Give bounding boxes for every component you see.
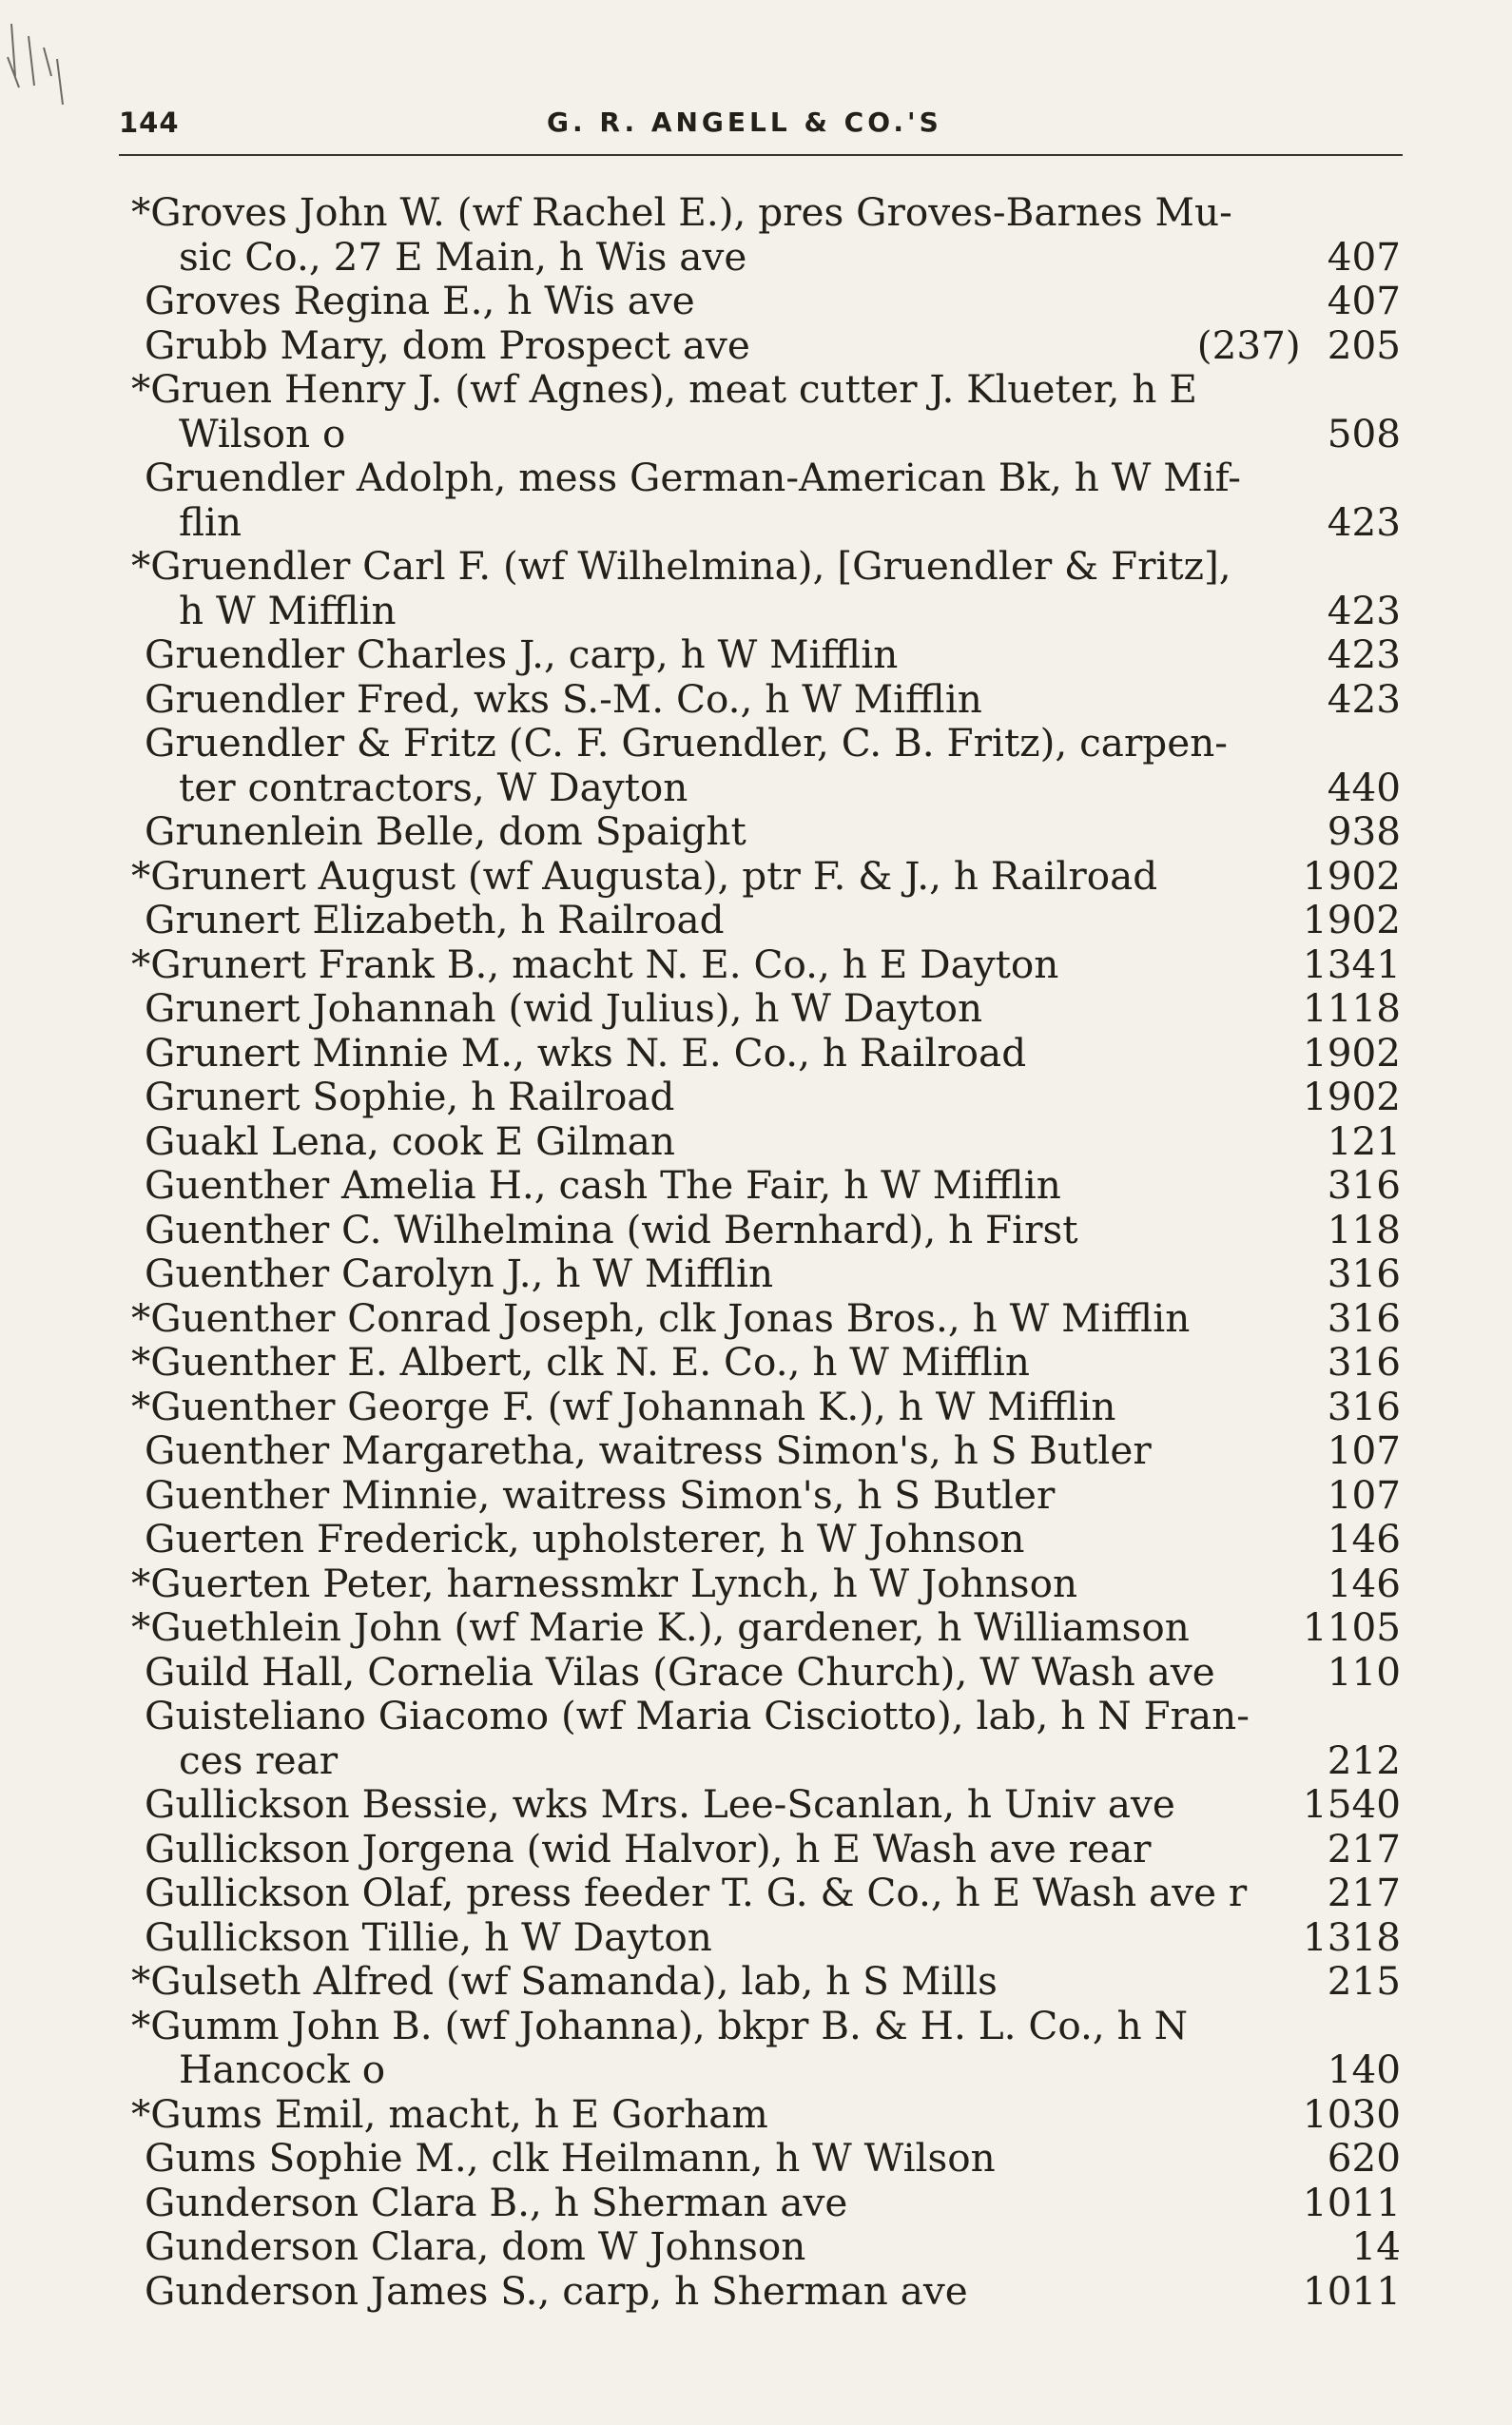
entry-number: [1328, 1119, 1401, 1164]
entry-number: [1328, 235, 1401, 280]
entry-number: [1328, 1517, 1401, 1562]
entry-number: [1328, 1562, 1401, 1606]
entry-address-number: 107: [1327, 1427, 1401, 1473]
directory-line: [131, 1517, 1401, 1562]
entry-text: h W Mifflin: [179, 587, 397, 633]
entry-text: Gruendler Charles J., carp, h W Mifflin: [145, 631, 899, 677]
directory-line: [131, 1473, 1401, 1518]
directory-line: [131, 2092, 1401, 2137]
entry-text: ter contractors, W Dayton: [179, 764, 688, 810]
directory-line: [131, 1251, 1401, 1296]
entry-address-number: 407: [1327, 233, 1401, 280]
entry-address-number: 316: [1327, 1294, 1401, 1341]
entry-number: [1328, 412, 1401, 456]
directory-line: [131, 1782, 1401, 1827]
entry-address-number: 423: [1327, 587, 1401, 633]
entry-address-number: 423: [1327, 675, 1401, 722]
entry-text: Gullickson Olaf, press feeder T. G. & Co., h E Wash ave r: [145, 1870, 1248, 1915]
directory-line: [131, 809, 1401, 854]
entry-text: *Grunert Frank B., macht N. E. Co., h E Dayton: [131, 941, 1059, 987]
entry-number: [1328, 500, 1401, 545]
entry-text: Gullickson Jorgena (wid Halvor), h E Wash ave rear: [145, 1825, 1152, 1872]
entry-number: [1328, 1296, 1401, 1341]
entry-text: Grunert Johannah (wid Julius), h W Dayton: [145, 985, 983, 1031]
page-header: [119, 103, 1403, 150]
entry-text: Gunderson James S., carp, h Sherman ave: [145, 2267, 968, 2314]
entry-number: [1303, 986, 1401, 1031]
entry-text: Guenther Minnie, waitress Simon's, h S Butler: [145, 1471, 1056, 1518]
entry-address-number: 316: [1327, 1162, 1401, 1208]
entry-text: ces rear: [179, 1736, 339, 1783]
directory-line: [131, 1385, 1401, 1429]
entry-address-number: 146: [1327, 1516, 1401, 1562]
entry-text: *Guenther E. Albert, clk N. E. Co., h W Mifflin: [131, 1339, 1030, 1385]
entry-number: [1328, 2136, 1401, 2181]
directory-line: [131, 2269, 1401, 2314]
entry-number: [1328, 1650, 1401, 1695]
entry-number: [1303, 942, 1401, 987]
entry-number: [1303, 1031, 1401, 1076]
directory-line: [131, 2224, 1401, 2269]
entry-address-number: 316: [1327, 1251, 1401, 1296]
entry-number: [1328, 1428, 1401, 1473]
directory-line: [131, 544, 1401, 589]
directory-line: [131, 1163, 1401, 1208]
entry-number: [1328, 1738, 1401, 1783]
entry-text: Guisteliano Giacomo (wf Maria Cisciotto), lab, h N Fran-: [145, 1693, 1250, 1738]
entry-address-number: 508: [1327, 410, 1401, 456]
entry-number: [1303, 1075, 1401, 1119]
directory-line: [131, 942, 1401, 987]
entry-paren-number: (237): [1196, 321, 1301, 368]
entry-number: [1328, 1163, 1401, 1208]
entry-text: Grubb Mary, dom Prospect ave: [145, 321, 750, 368]
directory-line: [131, 766, 1401, 810]
entry-address-number: 1030: [1302, 2090, 1401, 2137]
entry-text: Guenther Margaretha, waitress Simon's, h S Butler: [145, 1427, 1152, 1473]
entry-text: Guenther C. Wilhelmina (wid Bernhard), h First: [145, 1206, 1078, 1252]
entry-address-number: 1011: [1302, 2267, 1401, 2314]
entry-text: Guerten Frederick, upholsterer, h W Johnson: [145, 1516, 1025, 1562]
entry-address-number: 217: [1327, 1870, 1401, 1915]
entry-address-number: 423: [1327, 498, 1401, 545]
entry-text: Hancock o: [179, 2047, 386, 2092]
entry-address-number: 212: [1327, 1736, 1401, 1783]
entry-number: [1303, 898, 1401, 942]
entry-text: Grunert Elizabeth, h Railroad: [145, 897, 725, 942]
entry-number: [1303, 2181, 1401, 2225]
entry-number: [1328, 589, 1401, 633]
entry-text: *Gruendler Carl F. (wf Wilhelmina), [Gruendler & Fritz],: [131, 543, 1231, 589]
directory-line: [131, 1738, 1401, 1783]
entry-number: [1328, 1871, 1401, 1915]
header-rule: [119, 154, 1403, 156]
directory-line: [131, 1208, 1401, 1252]
entry-text: *Guethlein John (wf Marie K.), gardener, h Williamson: [131, 1604, 1190, 1650]
entry-text: Gunderson Clara B., h Sherman ave: [145, 2179, 848, 2225]
margin-pencil-mark: [2, 19, 68, 124]
directory-line: [131, 2181, 1401, 2225]
entry-address-number: 1105: [1302, 1604, 1401, 1650]
directory-line: [131, 1031, 1401, 1076]
entry-number: [1328, 1959, 1401, 2004]
entry-number: [1303, 1915, 1401, 1960]
entry-text: Gullickson Tillie, h W Dayton: [145, 1913, 712, 1960]
entry-text: Gunderson Clara, dom W Johnson: [145, 2223, 806, 2269]
entry-text: sic Co., 27 E Main, h Wis ave: [179, 233, 747, 280]
entry-text: Wilson o: [179, 410, 346, 456]
directory-line: [131, 1959, 1401, 2004]
entry-address-number: 1341: [1302, 941, 1401, 987]
directory-line: [131, 190, 1401, 235]
entry-text: Gruendler Fred, wks S.-M. Co., h W Mifflin: [145, 675, 982, 722]
entry-text: Grunert Minnie M., wks N. E. Co., h Railroad: [145, 1029, 1027, 1076]
entry-address-number: 140: [1327, 2047, 1401, 2092]
entry-address-number: 316: [1327, 1383, 1401, 1429]
entry-address-number: 107: [1327, 1471, 1401, 1518]
directory-line: [131, 589, 1401, 633]
entry-address-number: 620: [1327, 2135, 1401, 2181]
entry-text: Gruendler & Fritz (C. F. Gruendler, C. B. Fritz), carpen-: [145, 720, 1228, 766]
entry-number: [1328, 279, 1401, 323]
entry-number: [1328, 1208, 1401, 1252]
entry-address-number: 1540: [1302, 1781, 1401, 1827]
entry-address-number: 217: [1327, 1825, 1401, 1872]
directory-line: [131, 721, 1401, 766]
entry-number: [1328, 677, 1401, 722]
running-head: G. R. ANGELL & CO.'S: [547, 107, 942, 138]
directory-line: [131, 632, 1401, 677]
directory-line: [131, 367, 1401, 412]
entry-text: Grunenlein Belle, dom Spaight: [145, 808, 746, 854]
entry-text: *Grunert August (wf Augusta), ptr F. & J., h Railroad: [131, 852, 1158, 899]
entry-text: Grunert Sophie, h Railroad: [145, 1074, 675, 1119]
entry-address-number: 1902: [1302, 1074, 1401, 1119]
entry-address-number: 1318: [1302, 1913, 1401, 1960]
entry-text: *Guerten Peter, harnessmkr Lynch, h W Johnson: [131, 1560, 1078, 1606]
entry-text: Gruendler Adolph, mess German-American Bk, h W Mif-: [145, 455, 1241, 500]
directory-line: [131, 323, 1401, 368]
entry-number: [1328, 766, 1401, 810]
entry-text: Guenther Carolyn J., h W Mifflin: [145, 1251, 774, 1296]
entry-number: [1303, 2092, 1401, 2137]
entry-address-number: 1011: [1302, 2179, 1401, 2225]
entry-text: Gums Sophie M., clk Heilmann, h W Wilson: [145, 2135, 996, 2181]
directory-line: [131, 1605, 1401, 1650]
entry-number: [1351, 2224, 1401, 2269]
directory-line: [131, 1075, 1401, 1119]
directory-line: [131, 1296, 1401, 1341]
entry-address-number: 1118: [1302, 985, 1401, 1031]
entry-number: [1328, 1251, 1401, 1296]
entry-text: Guakl Lena, cook E Gilman: [145, 1117, 675, 1164]
entry-number: [1328, 809, 1401, 854]
directory-line: [131, 2136, 1401, 2181]
directory-line: [131, 2004, 1401, 2048]
entry-address-number: 121: [1327, 1117, 1401, 1164]
entry-number: [1303, 1782, 1401, 1827]
directory-line: [131, 2047, 1401, 2092]
entry-number: [1328, 1473, 1401, 1518]
directory-line: [131, 1871, 1401, 1915]
directory-line: [131, 1694, 1401, 1738]
directory-line: [131, 1915, 1401, 1960]
entry-address-number: 215: [1327, 1958, 1401, 2004]
entry-text: *Gulseth Alfred (wf Samanda), lab, h S Mills: [131, 1958, 998, 2004]
entry-number: [1328, 632, 1401, 677]
entry-number: [1328, 1340, 1401, 1385]
entry-text: *Guenther George F. (wf Johannah K.), h W Mifflin: [131, 1383, 1116, 1429]
entry-number: [1197, 323, 1401, 368]
directory-line: [131, 1119, 1401, 1164]
entry-text: *Gumm John B. (wf Johanna), bkpr B. & H. L. Co., h N: [131, 2002, 1189, 2048]
entry-address-number: 205: [1327, 321, 1401, 368]
directory-line: [131, 986, 1401, 1031]
entry-number: [1303, 854, 1401, 899]
entry-number: [1328, 2047, 1401, 2092]
entry-number: [1328, 1827, 1401, 1872]
directory-line: [131, 456, 1401, 500]
directory-line: [131, 279, 1401, 323]
entry-text: *Guenther Conrad Joseph, clk Jonas Bros., h W Mifflin: [131, 1294, 1191, 1341]
entry-address-number: 1902: [1302, 852, 1401, 899]
entry-address-number: 118: [1327, 1206, 1401, 1252]
entry-address-number: 1902: [1302, 897, 1401, 942]
directory-line: [131, 235, 1401, 280]
entry-address-number: 1902: [1302, 1029, 1401, 1076]
directory-line: [131, 1562, 1401, 1606]
entry-address-number: 938: [1327, 808, 1401, 854]
directory-line: [131, 898, 1401, 942]
directory-line: [131, 1650, 1401, 1695]
directory-line: [131, 854, 1401, 899]
entry-number: [1303, 2269, 1401, 2314]
directory-line: [131, 1428, 1401, 1473]
entry-text: Groves Regina E., h Wis ave: [145, 278, 695, 323]
entry-text: *Gruen Henry J. (wf Agnes), meat cutter J. Klueter, h E: [131, 366, 1197, 412]
entry-number: [1303, 1605, 1401, 1650]
entry-address-number: 146: [1327, 1560, 1401, 1606]
directory-line: [131, 500, 1401, 545]
entry-address-number: 407: [1327, 278, 1401, 323]
directory-line: [131, 412, 1401, 456]
entry-address-number: 316: [1327, 1339, 1401, 1385]
entry-text: Gullickson Bessie, wks Mrs. Lee-Scanlan, h Univ ave: [145, 1781, 1175, 1827]
entry-address-number: 110: [1327, 1648, 1401, 1695]
entry-text: Guenther Amelia H., cash The Fair, h W Mifflin: [145, 1162, 1061, 1208]
entry-text: Guild Hall, Cornelia Vilas (Grace Church), W Wash ave: [145, 1648, 1215, 1695]
entry-address-number: 440: [1327, 764, 1401, 810]
directory-line: [131, 1340, 1401, 1385]
directory-entries: [131, 190, 1401, 2313]
entry-address-number: 423: [1327, 631, 1401, 677]
entry-text: *Gums Emil, macht, h E Gorham: [131, 2090, 768, 2137]
entry-text: *Groves John W. (wf Rachel E.), pres Groves-Barnes Mu-: [131, 189, 1232, 235]
directory-line: [131, 677, 1401, 722]
entry-number: [1328, 1385, 1401, 1429]
page-number: 144: [119, 107, 180, 139]
directory-line: [131, 1827, 1401, 1872]
entry-address-number: 14: [1351, 2223, 1401, 2269]
entry-text: flin: [179, 498, 242, 545]
